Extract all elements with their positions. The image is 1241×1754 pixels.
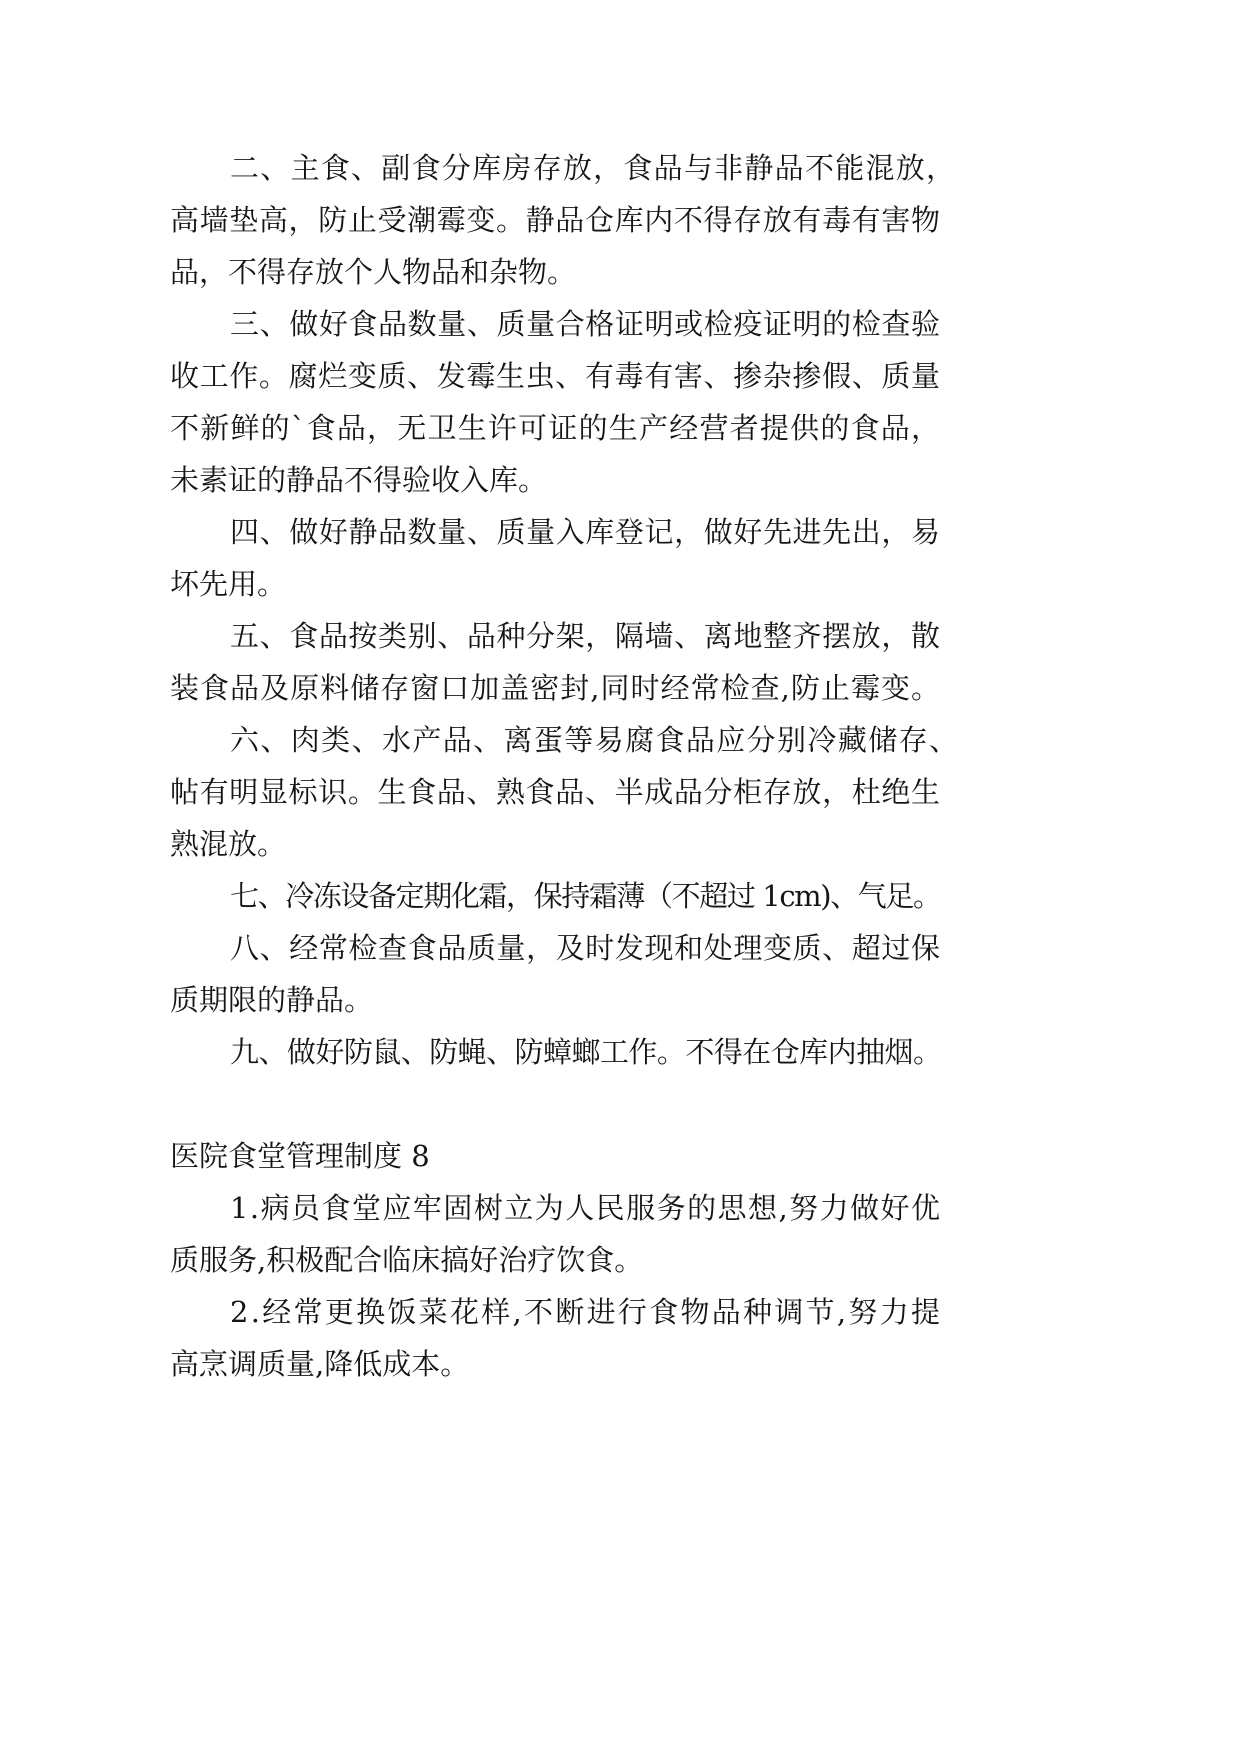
text-line xyxy=(170,1338,970,1390)
text-line-content: 不新鲜的`食品，无卫生许可证的生产经营者提供的食品， xyxy=(170,411,942,445)
text-line xyxy=(170,454,970,506)
text-line xyxy=(170,1234,970,1286)
text-line-content: 熟混放。 xyxy=(170,827,287,861)
paragraph xyxy=(170,1182,970,1286)
text-line-content: 品，不得存放个人物品和杂物。 xyxy=(170,255,577,289)
text-line xyxy=(170,1026,970,1078)
paragraph xyxy=(170,610,970,714)
text-line xyxy=(170,610,970,662)
text-line-content: 未素证的静品不得验收入库。 xyxy=(170,463,548,497)
text-line-content: 五、食品按类别、品种分架，隔墙、离地整齐摆放，散 xyxy=(230,619,941,653)
paragraph xyxy=(170,922,970,1026)
text-line-content: 质期限的静品。 xyxy=(170,983,374,1017)
text-line xyxy=(170,194,970,246)
text-line xyxy=(170,506,970,558)
paragraph xyxy=(170,870,970,922)
text-line xyxy=(170,818,970,870)
section-title-text: 医院食堂管理制度 8 xyxy=(170,1139,430,1173)
text-line xyxy=(170,350,970,402)
text-line xyxy=(170,974,970,1026)
text-line xyxy=(170,558,970,610)
text-line-content: 收工作。腐烂变质、发霉生虫、有毒有害、掺杂掺假、质量 xyxy=(170,359,941,393)
text-line-content: 七、冷冻设备定期化霜，保持霜薄（不超过 1cm)、气足。 xyxy=(230,879,941,913)
text-line-content: 四、做好静品数量、质量入库登记，做好先进先出，易 xyxy=(230,515,941,549)
text-line-content: 坏先用。 xyxy=(170,567,287,601)
text-line-content: 装食品及原料储存窗口加盖密封,同时经常检查,防止霉变。 xyxy=(170,671,942,705)
text-line-content: 帖有明显标识。生食品、熟食品、半成品分柜存放，杜绝生 xyxy=(170,775,941,809)
text-line-content: 高烹调质量,降低成本。 xyxy=(170,1347,470,1381)
text-line xyxy=(170,1286,970,1338)
text-line-content: 2.经常更换饭菜花样,不断进行食物品种调节,努力提 xyxy=(230,1295,943,1329)
text-line xyxy=(170,1182,970,1234)
blank-line xyxy=(170,1078,970,1130)
text-line-content: 高墙垫高，防止受潮霉变。静品仓库内不得存放有毒有害物 xyxy=(170,203,941,237)
text-line xyxy=(170,662,970,714)
text-line-content: 三、做好食品数量、质量合格证明或检疫证明的检查验 xyxy=(230,307,941,341)
text-line xyxy=(170,298,970,350)
paragraph xyxy=(170,142,970,298)
paragraph xyxy=(170,298,970,506)
text-line-content: 1.病员食堂应牢固树立为人民服务的思想,努力做好优 xyxy=(230,1191,942,1225)
text-line-content: 九、做好防鼠、防蝇、防蟑螂工作。不得在仓库内抽烟。 xyxy=(230,1035,942,1069)
text-line xyxy=(170,402,970,454)
section-title xyxy=(170,1130,970,1182)
text-line xyxy=(170,246,970,298)
text-line-content: 八、经常检查食品质量，及时发现和处理变质、超过保 xyxy=(230,931,941,965)
paragraph xyxy=(170,714,970,870)
text-line-content: 六、肉类、水产品、离蛋等易腐食品应分别冷藏储存、 xyxy=(230,723,960,757)
text-line xyxy=(170,714,970,766)
paragraph xyxy=(170,506,970,610)
text-line xyxy=(170,142,970,194)
text-line xyxy=(170,870,970,922)
document-body xyxy=(170,142,970,1390)
text-line xyxy=(170,766,970,818)
text-line xyxy=(170,922,970,974)
text-line-content: 质服务,积极配合临床搞好治疗饮食。 xyxy=(170,1243,644,1277)
paragraph xyxy=(170,1026,970,1078)
paragraph xyxy=(170,1286,970,1390)
text-line-content: 二、主食、副食分库房存放，食品与非静品不能混放， xyxy=(230,151,957,185)
